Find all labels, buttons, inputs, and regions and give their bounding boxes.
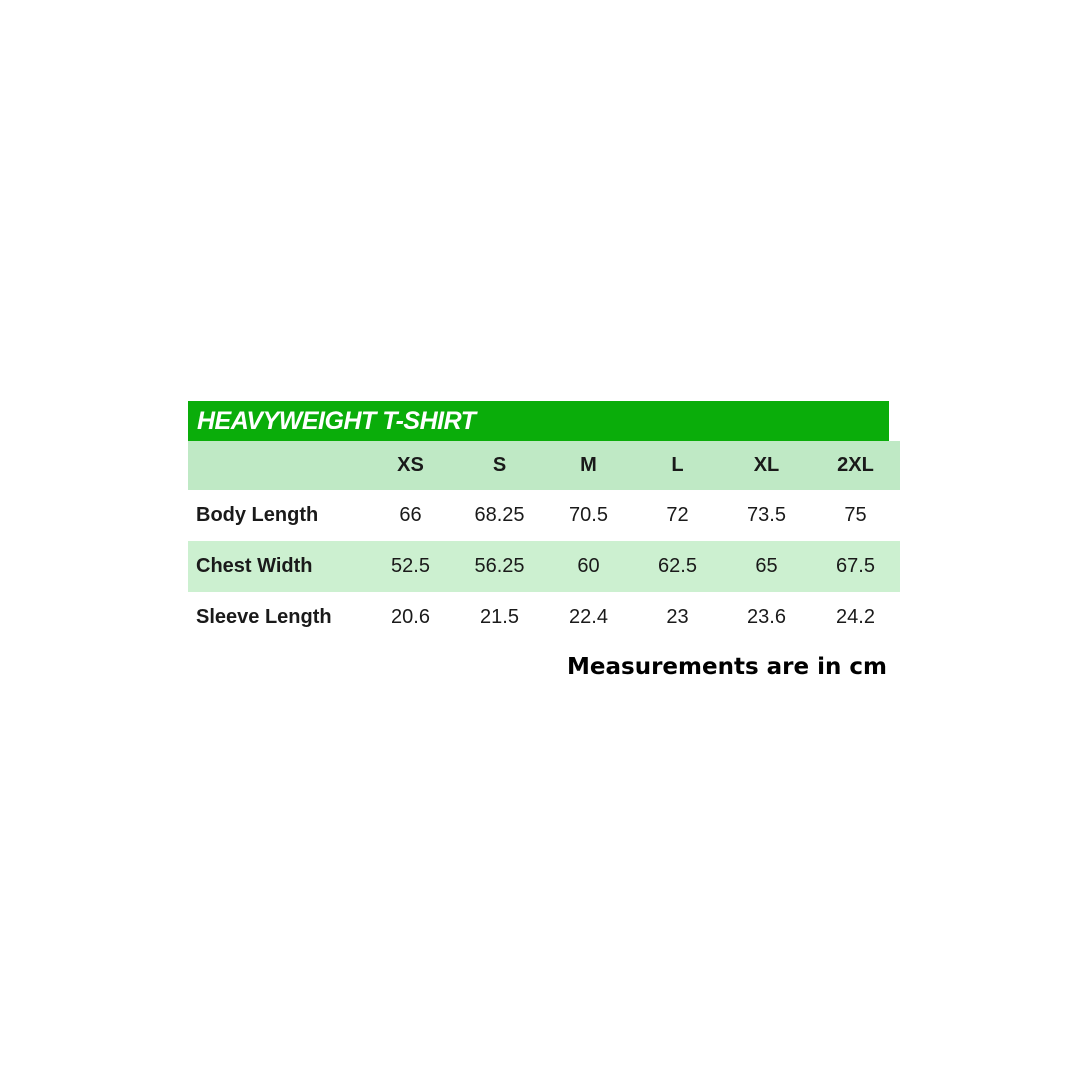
row-label: Sleeve Length — [196, 606, 332, 628]
table-cell: 22.4 — [569, 606, 608, 628]
size-header-xl: XL — [753, 454, 780, 476]
table-cell: 21.5 — [480, 606, 519, 628]
chart-title-bar — [188, 401, 889, 441]
table-cell: 73.5 — [747, 504, 786, 526]
size-header-xs: XS — [397, 454, 424, 476]
size-header-s: S — [492, 454, 507, 476]
table-row-sleeve-length — [188, 592, 900, 643]
size-header-l: L — [671, 454, 684, 476]
table-cell: 67.5 — [836, 555, 875, 577]
table-cell: 62.5 — [658, 555, 697, 577]
table-cell: 56.25 — [474, 555, 525, 577]
header-blank-cell — [188, 441, 366, 490]
table-row-body-length — [188, 490, 900, 541]
size-header-m: M — [580, 454, 597, 476]
table-cell: 23.6 — [747, 606, 786, 628]
table-cell: 66 — [399, 504, 422, 526]
table-cell: 24.2 — [836, 606, 875, 628]
table-cell: 75 — [844, 504, 867, 526]
row-label: Chest Width — [196, 555, 313, 577]
table-cell: 68.25 — [474, 504, 525, 526]
units-note: Measurements are in cm — [567, 654, 887, 680]
size-chart — [188, 401, 889, 643]
size-table — [188, 441, 900, 643]
table-cell: 60 — [577, 555, 600, 577]
table-cell: 70.5 — [569, 504, 608, 526]
table-cell: 65 — [755, 555, 778, 577]
table-cell: 72 — [666, 504, 689, 526]
table-cell: 23 — [666, 606, 689, 628]
chart-title: HEAVYWEIGHT T-SHIRT — [197, 406, 476, 435]
size-header-2xl: 2XL — [837, 454, 874, 476]
size-header-row — [188, 441, 900, 490]
table-row-chest-width — [188, 541, 900, 592]
table-cell: 20.6 — [391, 606, 430, 628]
table-cell: 52.5 — [391, 555, 430, 577]
row-label: Body Length — [196, 504, 319, 526]
